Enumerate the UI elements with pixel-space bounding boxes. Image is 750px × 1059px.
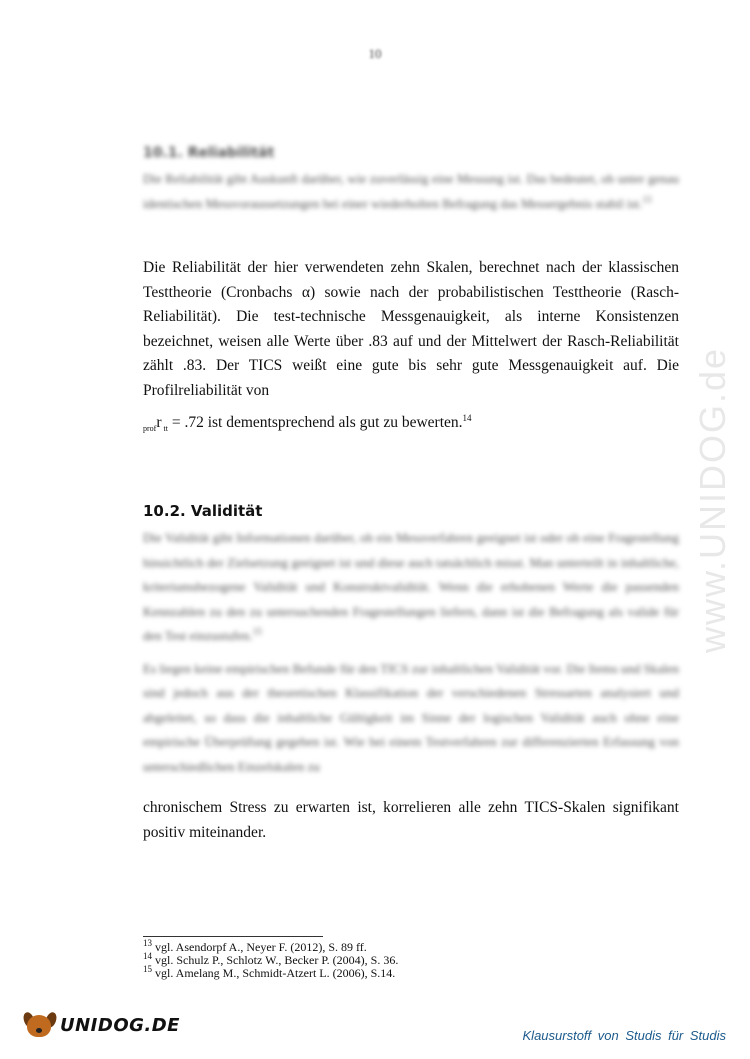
- reliability-text: Die Reliabilität der hier verwendeten zehn Skalen, berechnet nach der klassischen Testtheorie (Cronbachs α) sowie nach der probabilistischen Testtheorie (Rasch-Reliabilität). Die test-technische Messgenauigkeit, als interne Konsistenzen bezeichnet, weisen alle Werte über .83 auf und der Mittelwert der Rasch-Reliabilität zählt .83. Der TICS weißt eine gute bis sehr gute Messgenauigkeit auf. Die Profilreliabilität von: [143, 259, 679, 399]
- logo-text: UNIDOG.DE: [60, 1014, 180, 1036]
- paragraph-validity: [143, 796, 679, 845]
- blurred-paragraph: Die Validität gibt Informationen darüber, ob ein Messverfahren geeignet ist oder ob eine Fragestellung hinsichtlich der Zielsetzung geeignet ist und diese auch tatsächlich misst. Man unterteilt in inhaltliche, kriteriumsbezogene Validität und Konstruktvalidität. Wenn die erhobenen Werte die passenden Kennzahlen zu den zu untersuchenden Fragestellungen liefern, dann ist die Befragung als valide für den Test einzustufen.$^{15}$: [143, 530, 679, 643]
- blurred-paragraph: Die Reliabilität gibt Auskunft darüber, wie zuverlässig eine Messung ist. Das bedeutet, ob unter genau identischen Messvoraussetzungen bei einer wiederholten Befragung das Messergebnis stabil ist.$^{13}$: [143, 171, 679, 211]
- section-heading-reliability: 10.1. Reliabilität: [143, 145, 275, 161]
- footnote: $^{15}$ vgl. Amelang M., Schmidt-Atzert L. (2006), S.14.: [143, 964, 396, 980]
- unidog-logo: [22, 1008, 180, 1042]
- dog-icon: [22, 1008, 56, 1042]
- section-reliability: [143, 145, 679, 216]
- blurred-paragraph: Es liegen keine empirischen Befunde für den TICS zur inhaltlichen Validität vor. Die Items und Skalen sind jedoch aus der theoretischen Klassifikation der verschiedenen Stressarten analysiert und abgeleitet, so dass die inhaltliche Gültigkeit im Sinne der logischen Validität auch ohne eine empirische Überprüfung gegeben ist. Wie bei einem Testverfahren zur differenzierten Erfassung von unterschiedlichen Einzelskalen zu: [143, 660, 679, 774]
- section-heading-validity: 10.2. Validität: [143, 502, 263, 520]
- footnote: $^{14}$ vgl. Schulz P., Schlotz W., Becker P. (2004), S. 36.: [143, 951, 399, 967]
- footer-slogan: Klausurstoff von Studis für Studis: [522, 1028, 726, 1043]
- footnote: $^{13}$ vgl. Asendorpf A., Neyer F. (2012), S. 89 ff.: [143, 938, 367, 954]
- footnote-separator: [143, 936, 323, 937]
- reliability-formula-line: $_{prof}$r $_{tt}$ = .72 ist dementsprechend als gut zu bewerten.$^{14}$: [143, 412, 472, 434]
- validity-text: chronischem Stress zu erwarten ist, korrelieren alle zehn TICS-Skalen signifikant positiv miteinander.: [143, 799, 679, 841]
- paragraph-reliability: [143, 256, 679, 436]
- footnotes: [143, 938, 543, 980]
- page-number: 10: [368, 46, 382, 61]
- section-validity: [143, 502, 679, 779]
- watermark: www.UNIDOG.de: [692, 346, 733, 654]
